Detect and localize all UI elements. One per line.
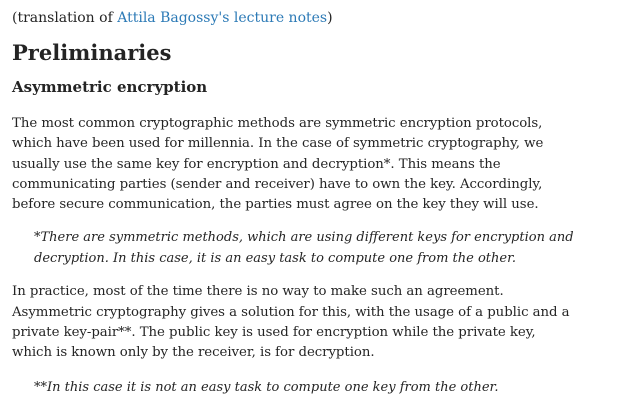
paragraph-line: communicating parties (sender and receiver) have to own the key. Accordingly,	[12, 176, 543, 192]
translation-note	[12, 8, 628, 28]
paragraph-line: which have been used for millennia. In the case of symmetric cryptography, we	[12, 136, 544, 152]
paragraph-line: before secure communication, the parties must agree on the key they will use.	[12, 197, 539, 213]
footnote-symmetric	[34, 228, 628, 269]
footnote-line: decryption. In this case, it is an easy task to compute one from the other.	[34, 250, 517, 266]
footnote-line: *There are symmetric methods, which are using different keys for encryption and	[34, 230, 574, 246]
translation-prefix: (translation of	[12, 10, 118, 26]
paragraph-symmetric	[12, 114, 628, 215]
paragraph-asymmetric	[12, 282, 628, 363]
footnote-asymmetric	[34, 378, 628, 399]
paragraph-line: private key-pair**. The public key is used for encryption while the private key,	[12, 325, 536, 341]
paragraph-line: The most common cryptographic methods are symmetric encryption protocols,	[12, 116, 543, 131]
translation-suffix: )	[327, 10, 333, 26]
page-title: Preliminaries	[12, 40, 172, 65]
lecture-notes-link[interactable]: Attila Bagossy's lecture notes	[117, 10, 328, 26]
paragraph-line: Asymmetric cryptography gives a solution for this, with the usage of a public and a	[12, 304, 570, 320]
paragraph-line: usually use the same key for encryption and decryption*. This means the	[12, 156, 501, 172]
footnote-line: **In this case it is not an easy task to compute one key from the other.	[34, 379, 499, 395]
section-heading: Asymmetric encryption	[12, 78, 208, 96]
paragraph-line: In practice, most of the time there is no way to make such an agreement.	[12, 284, 504, 300]
paragraph-line: which is known only by the receiver, is for decryption.	[12, 345, 375, 361]
